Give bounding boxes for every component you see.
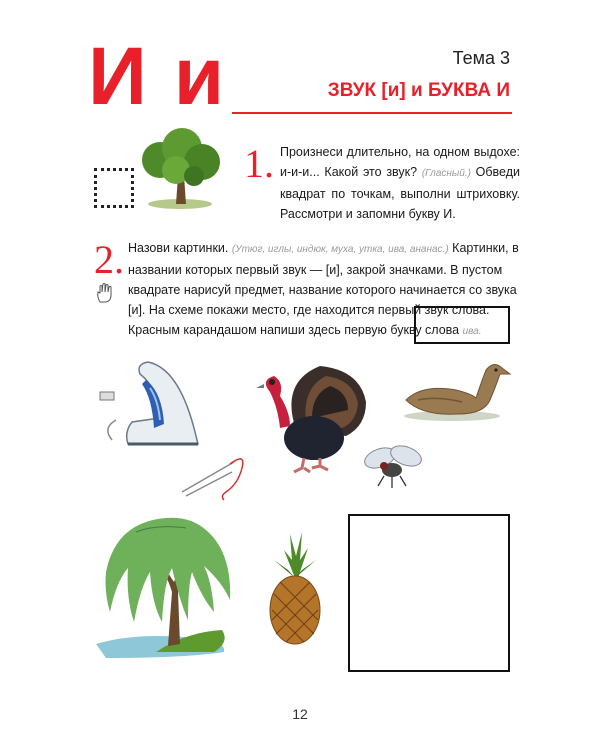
fly-image — [362, 444, 424, 490]
task1-hint: (Гласный.) — [421, 168, 471, 179]
task2-number: 2. — [94, 237, 124, 282]
duck-image — [402, 360, 510, 424]
task2-text-a: Назови картинки. — [128, 241, 229, 255]
drawing-square[interactable] — [348, 514, 510, 672]
task1-text-a: Произнеси длительно, на одном выдохе: и-и-и... Какой это звук? — [280, 145, 520, 179]
topic-label: Тема 3 — [452, 48, 510, 68]
task1-number: 1. — [244, 141, 274, 186]
task2-hint-a: (Утюг, иглы, индюк, муха, утка, ива, ананас.) — [231, 244, 449, 255]
tree-image — [136, 128, 224, 210]
dotted-square[interactable] — [94, 168, 134, 208]
willow-image — [96, 512, 236, 662]
hand-icon — [94, 282, 116, 304]
task2-text-b: Картинки, в названии которых первый звук — [и], закрой значками. В пустом квадрате нарисуй предмет, название которого начинается со звука [и]. На схеме покажи место, где находится первый звук слова. Красным карандашом напиши здесь первую букву слова — [128, 241, 519, 337]
page-title: ЗВУК [и] и БУКВА И — [327, 80, 510, 101]
task2-hint-b: ива. — [462, 326, 482, 337]
task1-text — [280, 142, 520, 224]
page-number: 12 — [292, 706, 308, 722]
iron-image — [98, 358, 208, 453]
answer-box[interactable] — [414, 306, 510, 344]
pineapple-image — [264, 530, 326, 646]
turkey-image — [250, 362, 370, 477]
big-letters: И и — [88, 31, 227, 122]
task1-text-b: Обведи квадрат по точкам, выполни штриховку. Рассмотри и запомни букву И. — [280, 165, 520, 221]
needles-image — [176, 448, 248, 500]
title-underline — [232, 112, 512, 114]
